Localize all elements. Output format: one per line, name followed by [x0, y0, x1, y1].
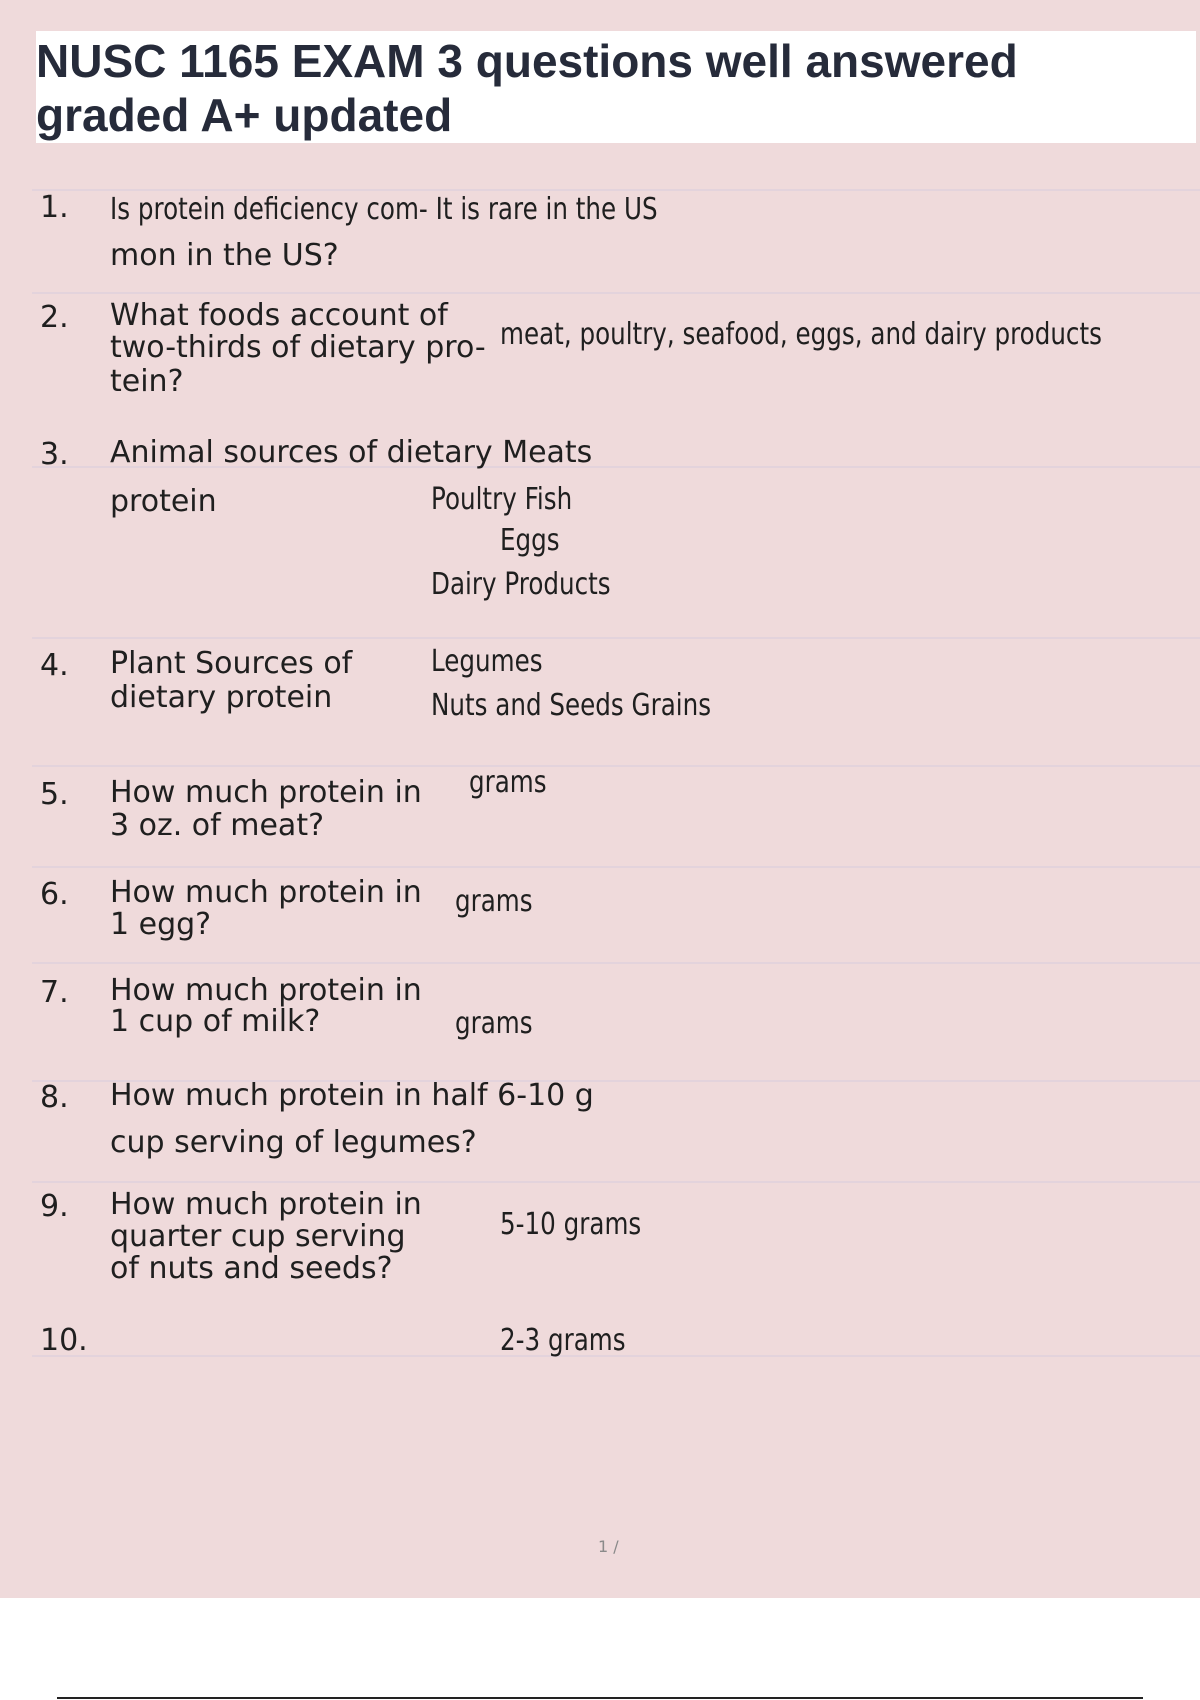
question-text: protein: [110, 484, 217, 519]
answer-text: Nuts and Seeds Grains: [431, 688, 712, 723]
row-separator: [32, 292, 1200, 294]
question-text: How much protein in half 6-10 g: [110, 1078, 594, 1113]
question-number: 3.: [40, 437, 69, 472]
question-text: 1 cup of milk?: [110, 1004, 321, 1039]
row-separator: [32, 637, 1200, 639]
question-text: of nuts and seeds?: [110, 1251, 393, 1286]
question-text: tein?: [110, 364, 184, 399]
row-separator: [32, 866, 1200, 868]
question-number: 2.: [40, 300, 69, 335]
question-number: 5.: [40, 777, 69, 812]
row-separator: [32, 1181, 1200, 1183]
question-number: 1.: [40, 190, 69, 225]
question-text: How much protein in: [110, 1187, 422, 1222]
answer-text: meat, poultry, seafood, eggs, and dairy products: [500, 317, 1102, 352]
answer-text: Poultry Fish: [431, 482, 573, 517]
answer-text: 5-10 grams: [500, 1207, 642, 1242]
question-number: 9.: [40, 1189, 69, 1224]
question-text: two-thirds of dietary pro-: [110, 330, 486, 365]
row-separator: [32, 962, 1200, 964]
question-text: How much protein in: [110, 775, 422, 810]
answer-text: 2-3 grams: [500, 1323, 626, 1358]
question-text: quarter cup serving: [110, 1219, 406, 1254]
question-text: 1 egg?: [110, 907, 212, 942]
page-number: 1 /: [598, 1537, 619, 1556]
question-text: cup serving of legumes?: [110, 1125, 477, 1160]
question-text: dietary protein: [110, 680, 333, 715]
answer-text: grams: [469, 765, 547, 800]
question-number: 7.: [40, 975, 69, 1010]
question-number: 10.: [40, 1323, 88, 1358]
question-text: 3 oz. of meat?: [110, 808, 324, 843]
bottom-rule: [57, 1697, 1143, 1699]
answer-text: Dairy Products: [431, 567, 611, 602]
question-text: How much protein in: [110, 875, 422, 910]
question-text: Animal sources of dietary Meats: [110, 435, 593, 470]
answer-text: grams: [455, 884, 533, 919]
row-separator: [32, 765, 1200, 767]
question-text: What foods account of: [110, 298, 448, 333]
question-text: Is protein deficiency com- It is rare in the US: [110, 192, 658, 227]
question-text: How much protein in: [110, 973, 422, 1008]
question-number: 4.: [40, 648, 69, 683]
answer-text: Eggs: [500, 523, 560, 558]
question-text: Plant Sources of: [110, 646, 353, 681]
question-number: 6.: [40, 877, 69, 912]
document-title: NUSC 1165 EXAM 3 questions well answered graded A+ updated: [36, 35, 1018, 141]
answer-text: Legumes: [431, 644, 543, 679]
question-number: 8.: [40, 1080, 69, 1115]
question-text: mon in the US?: [110, 238, 339, 273]
answer-text: grams: [455, 1006, 533, 1041]
